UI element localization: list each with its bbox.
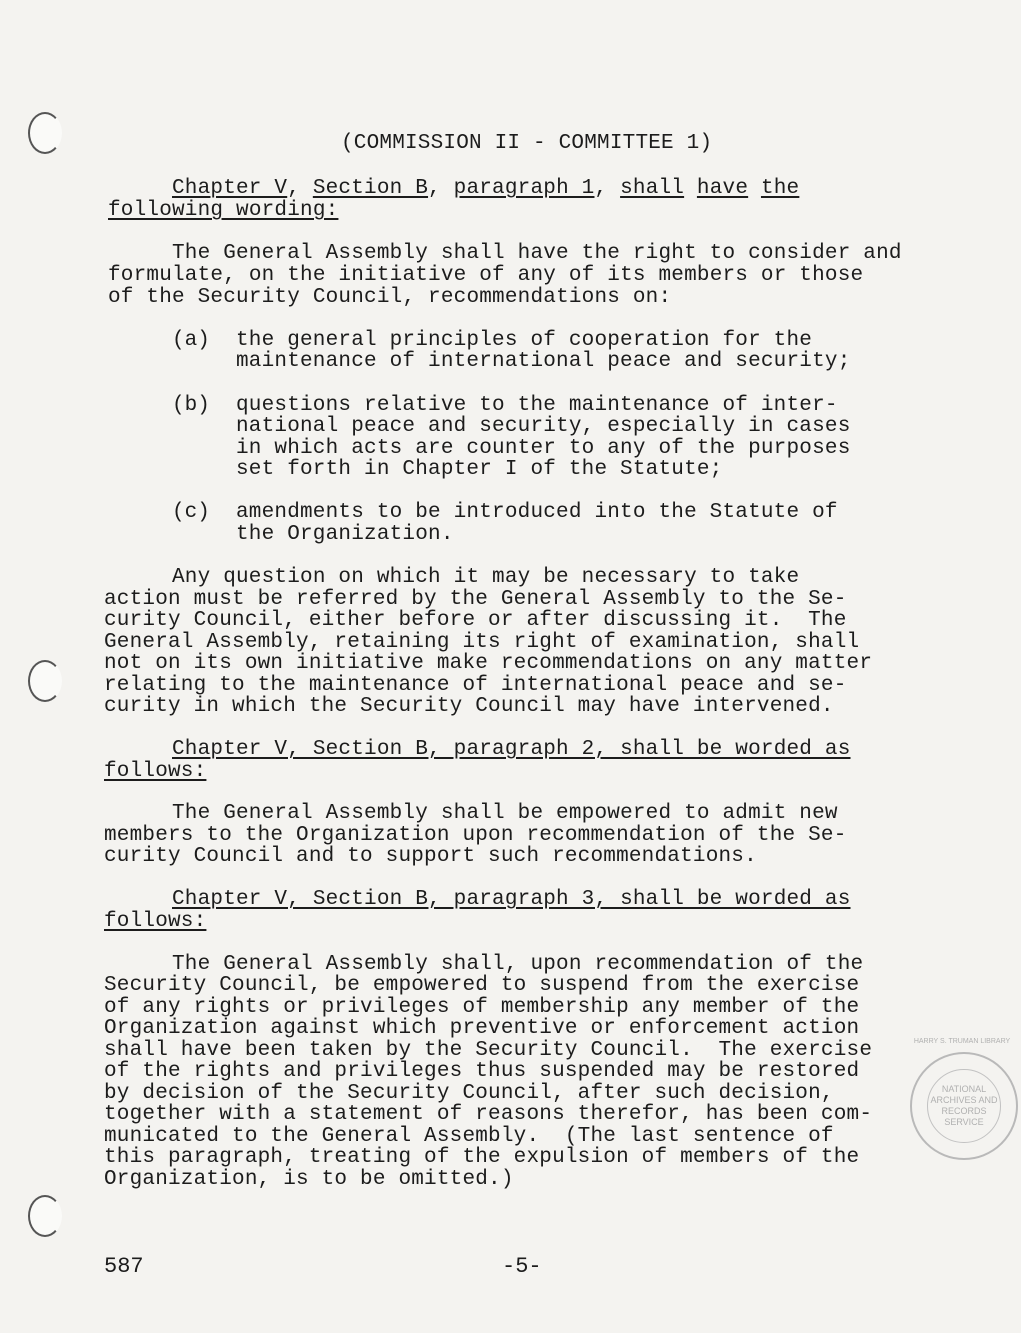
archive-stamp xyxy=(910,1052,1018,1160)
section1-closing-line: Any question on which it may be necessary to take xyxy=(172,566,800,589)
binder-hole-middle xyxy=(28,660,62,702)
section3-heading-line1: Chapter V, Section B, paragraph 3, shall be worded as xyxy=(172,888,851,911)
section2-body-line: The General Assembly shall be empowered to admit new xyxy=(172,802,838,825)
list-item-line: the Organization. xyxy=(236,523,454,546)
section1-closing-line: not on its own initiative make recommendations on any matter xyxy=(104,652,873,675)
section1-intro-line: The General Assembly shall have the right to consider and xyxy=(172,242,902,265)
section3-body-line: The General Assembly shall, upon recommendation of the xyxy=(172,953,864,976)
section1-closing-line: General Assembly, retaining its right of examination, shall xyxy=(104,631,860,654)
section2-heading-line1: Chapter V, Section B, paragraph 2, shall be worded as xyxy=(172,738,851,761)
list-item-label: (b) xyxy=(172,394,210,417)
stamp-text: NATIONAL xyxy=(941,1084,987,1094)
section3-body-line: by decision of the Security Council, after such decision, xyxy=(104,1082,834,1105)
section2-body-line: curity Council and to support such recommendations. xyxy=(104,845,757,868)
section1-heading-line1: Chapter V, Section B, paragraph 1, shall have the xyxy=(172,177,800,200)
stamp-text: SERVICE xyxy=(944,1117,984,1127)
section1-heading-line2: following wording: xyxy=(108,199,339,222)
section3-body-line: of the rights and privileges thus suspended may be restored xyxy=(104,1060,860,1083)
stamp-text: RECORDS xyxy=(941,1106,987,1116)
section3-body-line: this paragraph, treating of the expulsion of members of the xyxy=(104,1146,860,1169)
document-number: 587 xyxy=(104,1254,144,1279)
binder-hole-bottom xyxy=(28,1195,62,1237)
section3-body-line: Organization against which preventive or enforcement action xyxy=(104,1017,860,1040)
section3-body-line: Security Council, be empowered to suspend from the exercise xyxy=(104,974,860,997)
section3-body-line: municated to the General Assembly. (The last sentence of xyxy=(104,1125,834,1148)
section3-heading-line2: follows: xyxy=(104,910,207,933)
list-item-line: set forth in Chapter I of the Statute; xyxy=(236,458,723,481)
section2-heading-line2: follows: xyxy=(104,760,207,783)
section1-closing-line: relating to the maintenance of international peace and se- xyxy=(104,674,847,697)
page-number: -5- xyxy=(502,1254,542,1279)
section1-intro-line: formulate, on the initiative of any of its members or those xyxy=(108,264,864,287)
binder-hole-top xyxy=(28,112,62,154)
section1-closing-line: curity Council, either before or after discussing it. The xyxy=(104,609,847,632)
stamp-text: ARCHIVES AND xyxy=(930,1095,998,1105)
list-item-line: the general principles of cooperation for the xyxy=(236,329,813,352)
list-item-line: maintenance of international peace and security; xyxy=(236,350,851,373)
section3-body-line: of any rights or privileges of membership any member of the xyxy=(104,996,860,1019)
list-item-line: questions relative to the maintenance of inter- xyxy=(236,394,838,417)
section3-body-line: shall have been taken by the Security Council. The exercise xyxy=(104,1039,873,1062)
section3-body-line: Organization, is to be omitted.) xyxy=(104,1168,514,1191)
section1-closing-line: curity in which the Security Council may have intervened. xyxy=(104,695,834,718)
archive-stamp-inner xyxy=(927,1069,1001,1143)
list-item-line: national peace and security, especially in cases xyxy=(236,415,851,438)
section3-body-line: together with a statement of reasons therefor, has been com- xyxy=(104,1103,873,1126)
list-item-label: (a) xyxy=(172,329,210,352)
document-header: (COMMISSION II - COMMITTEE 1) xyxy=(341,132,713,155)
list-item-line: amendments to be introduced into the Statute of xyxy=(236,501,838,524)
list-item-label: (c) xyxy=(172,501,210,524)
section1-intro-line: of the Security Council, recommendations on: xyxy=(108,286,672,309)
stamp-ring-text: HARRY S. TRUMAN LIBRARY xyxy=(913,1038,1011,1045)
list-item-line: in which acts are counter to any of the purposes xyxy=(236,437,851,460)
section1-closing-line: action must be referred by the General Assembly to the Se- xyxy=(104,588,847,611)
section2-body-line: members to the Organization upon recommendation of the Se- xyxy=(104,824,847,847)
